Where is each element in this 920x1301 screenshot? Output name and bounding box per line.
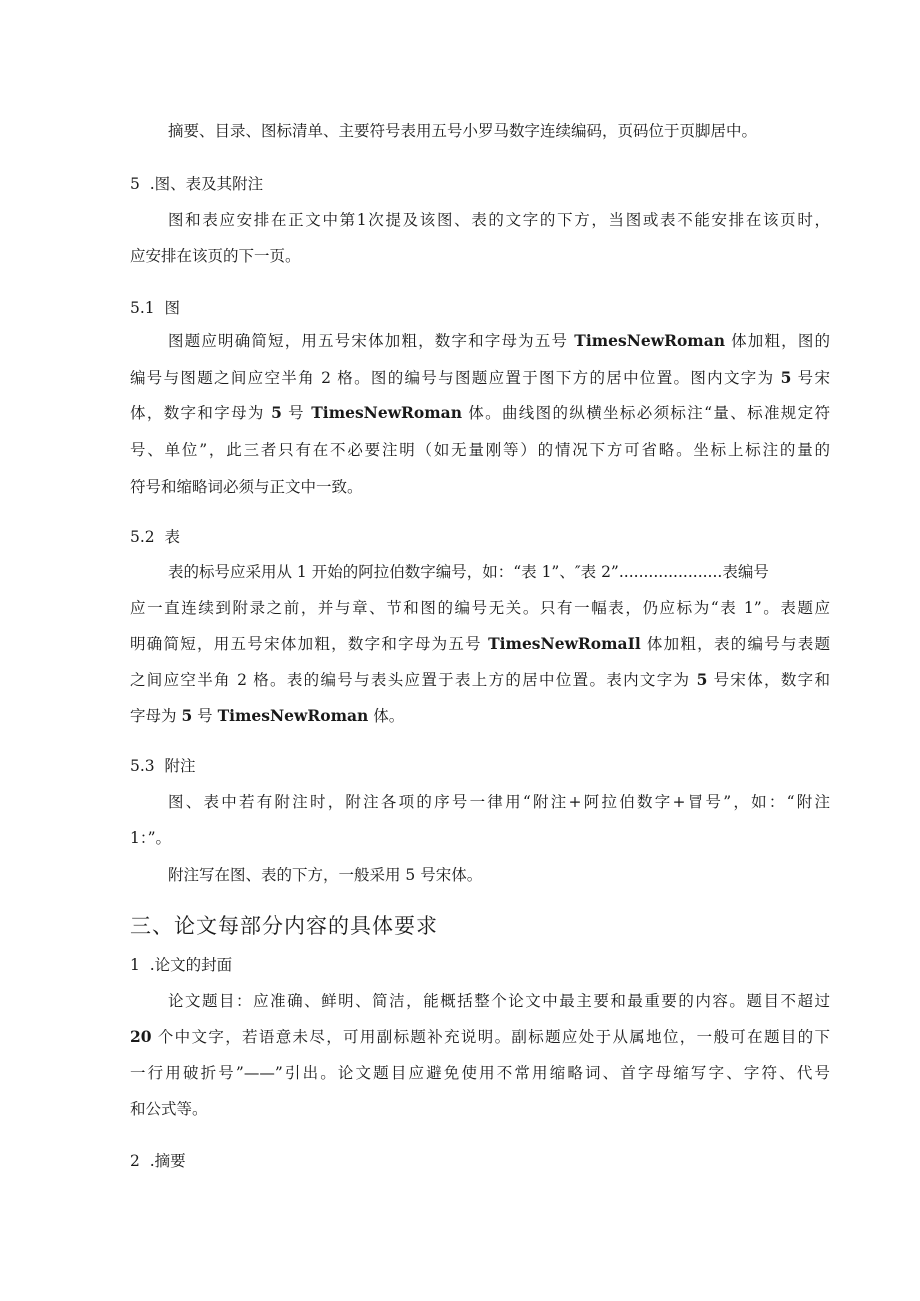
section-5-3-line-1: 图、表中若有附注时，附注各项的序号一律用“附注+阿拉伯数字+冒号”，如：“附注 <box>168 793 830 811</box>
chapter-3-heading: 三、论文每部分内容的具体要求 <box>130 914 438 938</box>
section-5-1-title: 5.1 图 <box>130 299 181 317</box>
section-5-1-line-3: 体，数字和字母为 5 号 TimesNewRoman 体。曲线图的纵横坐标必须标注“量、标准规定符 <box>130 403 830 422</box>
section-5-paragraph-line-2: 应安排在该页的下一页。 <box>130 247 301 265</box>
item-2-title: 2 .摘要 <box>130 1152 186 1170</box>
section-5-1-line-2: 编号与图题之间应空半角 2 格。图的编号与图题应置于图下方的居中位置。图内文字为 5 号宋 <box>130 368 830 387</box>
section-5-paragraph-line-1: 图和表应安排在正文中第1次提及该图、表的文字的下方，当图或表不能安排在该页时， <box>168 211 830 229</box>
section-5-2-line-2: 应一直连续到附录之前，并与章、节和图的编号无关。只有一幅表，仍应标为“表 1”。表题应 <box>130 599 830 617</box>
section-5-2-line-4: 之间应空半角 2 格。表的编号与表头应置于表上方的居中位置。表内文字为 5 号宋体，数字和 <box>130 670 830 689</box>
section-5-1-line-5: 符号和缩略词必须与正文中一致。 <box>130 478 363 496</box>
section-5-3-line-3: 附注写在图、表的下方，一般采用 5 号宋体。 <box>168 866 483 884</box>
section-5-2-line-1: 表的标号应采用从 1 开始的阿拉伯数字编号，如：“表 1”、″表 2”.....................表编号 <box>168 563 769 581</box>
item-1-line-2: 20 个中文字，若语意未尽，可用副标题补充说明。副标题应处于从属地位，一般可在题目的下 <box>130 1027 830 1046</box>
item-1-line-4: 和公式等。 <box>130 1100 208 1118</box>
section-5-1-line-1: 图题应明确简短，用五号宋体加粗，数字和字母为五号 TimesNewRoman 体加粗，图的 <box>168 331 830 350</box>
paragraph-abstract-numbering: 摘要、目录、图标清单、主要符号表用五号小罗马数字连续编码，页码位于页脚居中。 <box>168 122 758 140</box>
item-1-line-3: 一行用破折号”——”引出。论文题目应避免使用不常用缩略词、首字母缩写字、字符、代号 <box>130 1064 830 1082</box>
section-5-3-title: 5.3 附注 <box>130 757 196 775</box>
item-1-title: 1 .论文的封面 <box>130 956 233 974</box>
section-5-3-line-2: 1：”。 <box>130 829 172 847</box>
section-5-2-title: 5.2 表 <box>130 528 181 546</box>
section-5-title: 5 .图、表及其附注 <box>130 175 264 193</box>
section-5-2-line-3: 明确简短，用五号宋体加粗，数字和字母为五号 TimesNewRomaIl 体加粗，表的编号与表题 <box>130 634 830 653</box>
section-5-1-line-4: 号、单位”，此三者只有在不必要注明（如无量刚等）的情况下方可省略。坐标上标注的量的 <box>130 441 830 459</box>
section-5-2-line-5: 字母为 5 号 TimesNewRoman 体。 <box>130 706 405 725</box>
item-1-line-1: 论文题目：应准确、鲜明、简洁，能概括整个论文中最主要和最重要的内容。题目不超过 <box>168 992 830 1010</box>
